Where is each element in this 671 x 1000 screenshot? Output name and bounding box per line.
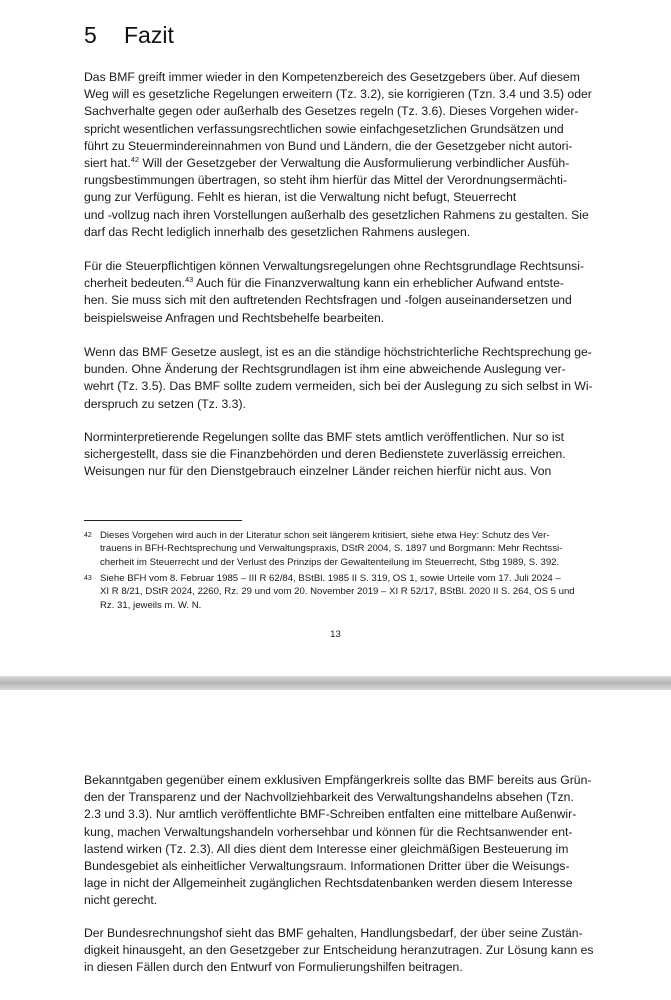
text-line: digkeit hinausgeht, an den Gesetzgeber zur Entscheidung heranzutragen. Zur Lösung kann es [84, 943, 594, 958]
page-gap [0, 676, 671, 690]
paragraph-5 [84, 772, 594, 910]
paragraph-6 [84, 925, 594, 977]
text-line: 2.3 und 3.3). Nur amtlich veröffentlichte BMF-Schreiben entfalten eine mittelbare Außenwir- [84, 807, 577, 822]
footnote-mark: 43 [84, 575, 92, 582]
chapter-title: Fazit [124, 22, 174, 48]
text-line: Für die Steuerpflichtigen können Verwaltungsregelungen ohne Rechtsgrundlage Rechtsunsi- [84, 259, 585, 273]
footnote-line: Siehe BFH vom 8. Februar 1985 – III R 62/84, BStBl. 1985 II S. 319, OS 1, sowie Urteile vom 17. Juli 2024 – [100, 573, 561, 584]
paragraph-1 [84, 69, 594, 241]
footnote-mark: 42 [84, 532, 92, 539]
text-line: Weg will es gesetzliche Regelungen erweitern (Tz. 3.2), sie korrigieren (Tzn. 3.4 und 3.5) oder [84, 87, 592, 102]
text-line: nicht gerecht. [84, 893, 158, 908]
paragraph-4 [84, 429, 594, 481]
text-line: den der Transparenz und der Nachvollziehbarkeit des Verwaltungshandelns absehen (Tzn. [84, 790, 574, 805]
text-line: lage in nicht der Allgemeinheit zugänglichen Rechtsdatenbanken werden diesem Interesse [84, 876, 573, 891]
chapter-number: 5 [84, 22, 97, 48]
text-line: lastend wirken (Tz. 2.3). All dies dient dem Interesse einer gleichmäßigen Besteuerung im [84, 841, 569, 856]
text-line: Bundesgebiet als einheitlicher Verwaltungsraum. Informationen Dritter über die Weisungs- [84, 859, 570, 874]
page-number: 13 [330, 629, 341, 640]
text-line: derspruch zu setzen (Tz. 3.3). [84, 396, 246, 411]
chapter-heading [84, 22, 174, 49]
text-line: Der Bundesrechnungshof sieht das BMF gehalten, Handlungsbedarf, der über seine Zustän- [84, 926, 583, 940]
paragraph-2 [84, 258, 594, 327]
text-fragment: Will der Gesetzgeber der Verwaltung die Ausformulierung verbindlicher Ausfüh- [139, 156, 570, 171]
text-line: hen. Sie muss sich mit den auftretenden Rechtsfragen und -folgen auseinandersetzen und [84, 293, 572, 308]
footnote-line: Dieses Vorgehen wird auch in der Literatur schon seit längerem kritisiert, siehe etwa Hey: Schutz des Ver- [100, 530, 550, 541]
text-line: Das BMF greift immer wieder in den Kompetenzbereich des Gesetzgebers über. Auf diesem [84, 70, 580, 84]
paragraph-3 [84, 344, 594, 413]
text-line: Sachverhalte gegen oder außerhalb des Gesetzes regeln (Tz. 3.6). Dieses Vorgehen wider- [84, 104, 579, 119]
text-line: und -vollzug nach ihren Vorstellungen außerhalb des gesetzlichen Rahmens zu gestalten. Sie [84, 207, 589, 222]
text-line [84, 275, 594, 292]
text-fragment: siert hat. [84, 156, 131, 171]
footnote-ref-43[interactable]: 43 [184, 275, 194, 285]
footnote-ref-42[interactable]: 42 [130, 154, 140, 164]
text-line: Bekanntgaben gegenüber einem exklusiven Empfängerkreis sollte das BMF bereits aus Grün- [84, 773, 592, 787]
text-line: Wenn das BMF Gesetze auslegt, ist es an die ständige höchstrichterliche Rechtsprechung ge- [84, 345, 592, 359]
text-line: bunden. Ohne Änderung der Rechtsgrundlagen ist ihm eine abweichende Auslegung ver- [84, 362, 566, 377]
footnote-line: Rz. 31, jeweils m. W. N. [100, 599, 202, 611]
text-fragment: Auch für die Finanzverwaltung kann ein erheblicher Aufwand entste- [193, 276, 564, 291]
text-line: sichergestellt, dass sie die Finanzbehörden und deren Bedienstete zuverlässig erreichen. [84, 447, 566, 462]
text-line: darf das Recht lediglich innerhalb des gesetzlichen Rahmens auslegen. [84, 224, 471, 239]
text-line [84, 155, 594, 172]
footnote-43 [84, 572, 604, 612]
footnote-line: trauens in BFH-Rechtsprechung und Verwaltungspraxis, DStR 2004, S. 1897 und Borgmann: Mehr Rechtssi- [100, 543, 563, 555]
footnote-42 [84, 529, 604, 569]
footnote-separator [84, 520, 242, 521]
text-fragment: cherheit bedeuten. [84, 276, 185, 291]
text-line: rungsbestimmungen übertragen, so steht ihm hierfür das Mittel der Verordnungsermächti- [84, 173, 568, 188]
footnote-line: cherheit im Steuerrecht und der Verlust des Prinzips der Gewaltenteilung im Steuerrecht, Stbg 1989, S. 392. [100, 556, 560, 568]
footnote-line: XI R 8/21, DStR 2024, 2260, Rz. 29 und vom 20. November 2019 – XI R 52/17, BStBl. 2020 II S. 264, OS 5 und [100, 586, 575, 598]
text-line: Weisungen nur für den Dienstgebrauch einzelner Länder reichen hierfür nicht aus. Von [84, 464, 552, 479]
text-line: in diesen Fällen durch den Entwurf von Formulierungshilfen beitragen. [84, 960, 463, 975]
text-line: wehrt (Tz. 3.5). Das BMF sollte zudem vermeiden, sich bei der Auslegung zu sich selbst in Wi- [84, 379, 593, 394]
document-page-14 [0, 690, 671, 1000]
text-line: Norminterpretierende Regelungen sollte das BMF stets amtlich veröffentlichen. Nur so ist [84, 430, 565, 444]
text-line: beispielsweise Anfragen und Rechtsbehelfe bearbeiten. [84, 310, 385, 325]
text-line: gung zur Verfügung. Fehlt es hieran, ist die Verwaltung nicht befugt, Steuerrecht [84, 190, 517, 205]
text-line: führt zu Steuermindereinnahmen von Bund und Ländern, die der Gesetzgeber nicht autori- [84, 138, 573, 153]
text-line: spricht wesentlichen verfassungsrechtlichen sowie einfachgesetzlichen Grundsätzen und [84, 121, 564, 136]
text-line: kung, machen Verwaltungshandeln vorhersehbar und können für die Rechtsanwender ent- [84, 824, 573, 839]
